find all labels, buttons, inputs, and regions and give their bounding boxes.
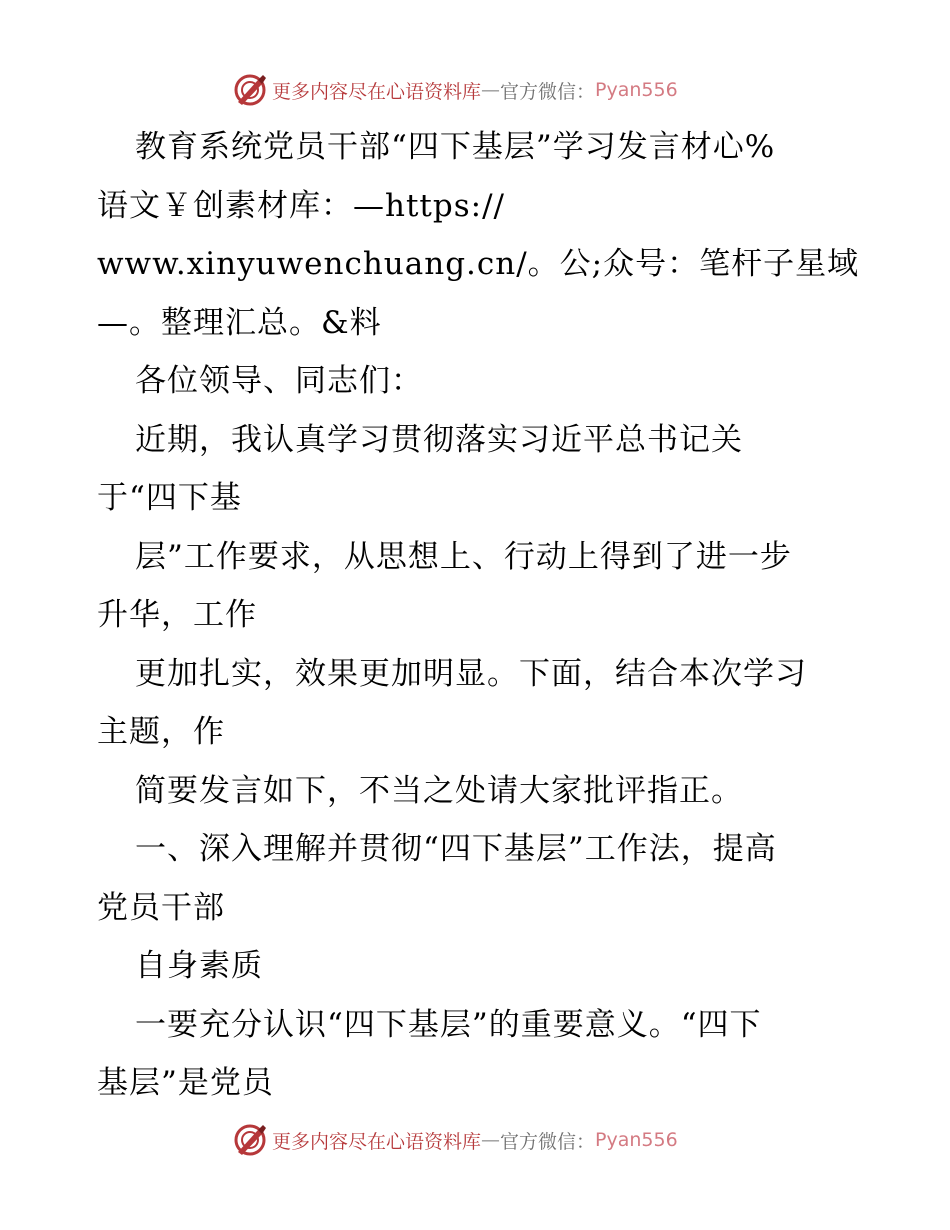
banner-dash: — (481, 79, 501, 101)
text-line: 自身素质 (135, 948, 263, 984)
text-line: 于“四下基 (97, 480, 242, 516)
text-line: 主题，作 (97, 714, 225, 750)
text-line: 升华，工作 (97, 597, 257, 633)
document-body (97, 118, 860, 1113)
banner-dash: — (481, 1129, 501, 1151)
banner-wechat-id: Pyan556 (595, 79, 678, 101)
footer-watermark-banner (232, 1120, 678, 1160)
text-line: 一、深入理解并贯彻“四下基层”工作法，提高 (135, 831, 777, 867)
text-line: 一要充分认识“四下基层”的重要意义。“四下 (135, 1006, 762, 1043)
text-line: 简要发言如下，不当之处请大家批评指正。 (135, 772, 743, 809)
text-line: 各位领导、同志们： (135, 363, 423, 399)
text-line: www.xinyuwenchuang.cn/。公;众号：笔杆子星域 (97, 246, 860, 282)
text-line: 近期，我认真学习贯彻落实习近平总书记关 (135, 421, 743, 458)
banner-promo-text: 更多内容尽在心语资料库 (272, 1130, 482, 1153)
text-line: 党员干部 (97, 889, 225, 926)
text-line: 教育系统党员干部“四下基层”学习发言材心% (135, 129, 776, 165)
text-line: 基层”是党员 (97, 1065, 274, 1101)
pen-logo-icon (232, 72, 268, 108)
text-line: 语文￥创素材库：—https:// (97, 187, 505, 224)
text-line: —。整理汇总。&料 (97, 304, 382, 341)
banner-promo-text: 更多内容尽在心语资料库 (272, 80, 482, 103)
banner-wechat-label: 官方微信： (500, 1130, 596, 1153)
pen-logo-icon (232, 1122, 268, 1158)
text-line: 层”工作要求，从思想上、行动上得到了进一步 (135, 538, 792, 575)
header-watermark-banner (232, 70, 678, 110)
banner-wechat-label: 官方微信： (500, 80, 596, 103)
banner-wechat-id: Pyan556 (595, 1129, 678, 1151)
text-line: 更加扎实，效果更加明显。下面，结合本次学习 (135, 655, 807, 692)
